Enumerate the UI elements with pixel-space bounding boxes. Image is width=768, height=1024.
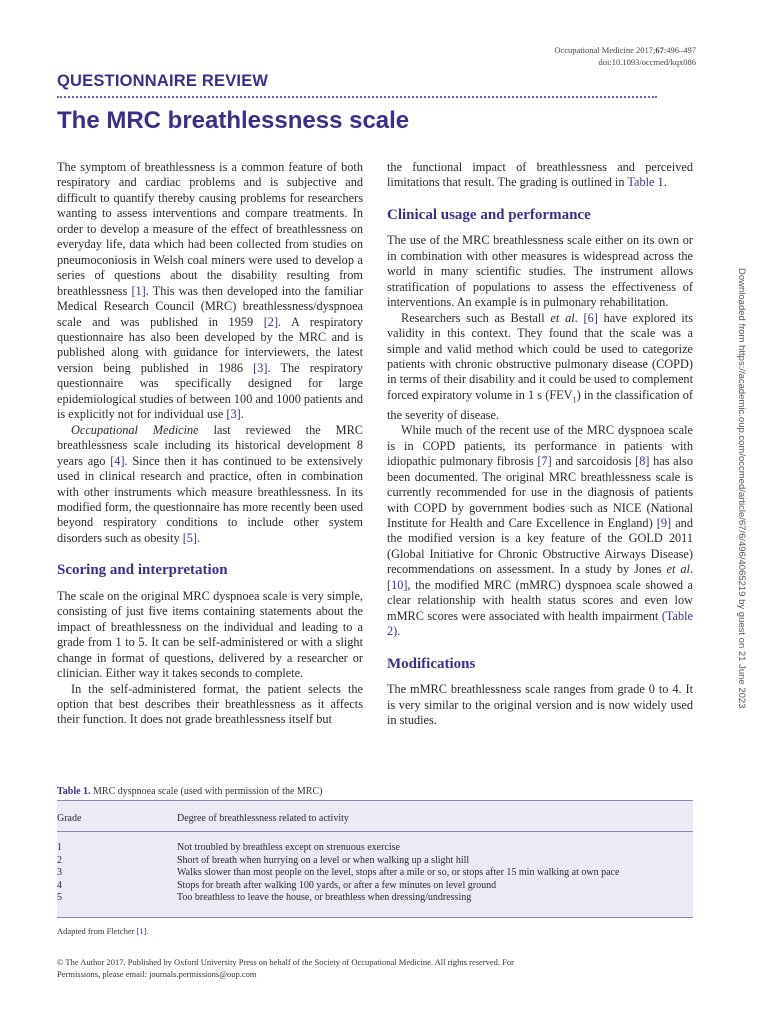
heading-modifications: Modifications bbox=[387, 655, 476, 672]
ref-link[interactable]: [9] bbox=[656, 515, 672, 530]
ref-link[interactable]: [2] bbox=[263, 314, 279, 329]
self-admin-paragraph: In the self-administered format, the patient selects the option that best describes their breathlessness as it affects their function. It does not grade breathlessness itself but bbox=[57, 681, 363, 727]
usage-paragraph: The use of the MRC breathlessness scale either on its own or in combination with other measures is widespread across the world in many scientific studies. The instrument allows stratification of populations to assess the effectiveness of interventions. An example is in pulmonary rehabilitation. bbox=[387, 233, 693, 310]
copyright-notice: © The Author 2017. Published by Oxford University Press on behalf of the Society of Occupational Medicine. All rights reserved. For Permissions, please email: journals.permissions@oup.com bbox=[57, 957, 514, 979]
table-header-row bbox=[57, 801, 693, 832]
heading-scoring: Scoring and interpretation bbox=[57, 562, 228, 579]
modifications-paragraph: The mMRC breathlessness scale ranges from grade 0 to 4. It is very similar to the original version and is now widely used in studies. bbox=[387, 682, 693, 727]
grading-paragraph: the functional impact of breathlessness and perceived limitations that result. The grading is outlined in Table 1. bbox=[387, 160, 693, 190]
ref-link[interactable]: [5] bbox=[182, 530, 198, 545]
journal-pages: :496–497 bbox=[663, 45, 696, 55]
section-label: QUESTIONNAIRE REVIEW bbox=[57, 72, 269, 90]
article-title: The MRC breathlessness scale bbox=[57, 107, 410, 134]
table-row: 4 Stops for breath after walking 100 yards, or after a few minutes on level ground bbox=[57, 879, 497, 891]
table-link[interactable]: Table 1 bbox=[627, 175, 664, 190]
table-row: 3 Walks slower than most people on the level, stops after a mile or so, or stops after 15 min walking at own pace bbox=[57, 867, 620, 879]
table-row: 2 Short of breath when hurrying on a level or when walking up a slight hill bbox=[57, 854, 470, 866]
heading-clinical: Clinical usage and performance bbox=[387, 206, 591, 223]
table-1 bbox=[57, 786, 693, 936]
ref-link[interactable]: [6] bbox=[583, 310, 598, 325]
intro-paragraph: The symptom of breathlessness is a common feature of both respiratory and cardiac problems and is subjective and difficult to quantify thereby causing problems for researchers wanting to assess interventions and compare treatments. In order to develop a measure of the effect of breathlessness on everyday life, data which had been collected from studies on pneumoconiosis in Welsh coal miners were used to develop a series of questions about the disability resulting from breathlessness [1]. This was then developed into the familiar Medical Research Council (MRC) breathlessness/dyspnoea scale and was published in 1959 [2]. A respiratory questionnaire has also been developed by the MRC and is published along with guidance for interviewers, the latest version being published in 1986 [3]. The respiratory questionnaire was specifically designed for large epidemiological studies of between 100 and 1000 patients and is explicitly not for individual use [3]. bbox=[57, 160, 363, 422]
ref-link[interactable]: [3] bbox=[226, 407, 241, 422]
citation bbox=[554, 44, 696, 68]
scoring-paragraph: The scale on the original MRC dyspnoea scale is very simple, consisting of just five items containing statements about the impact of breathlessness on the individual and leading to a grade from 1 to 5. It can be self-administered or with a slight change in format of questions, delivered by a researcher or clinician. Either way it takes seconds to complete. bbox=[57, 588, 363, 681]
ref-link[interactable]: [1] bbox=[131, 283, 146, 298]
journal-volume: 67 bbox=[655, 45, 664, 55]
dotted-divider bbox=[57, 96, 657, 98]
copd-paragraph: While much of the recent use of the MRC dyspnoea scale is in COPD patients, its performance in patients with idiopathic pulmonary fibrosis [7] and sarcoidosis [8] has also been documented. The original MRC breathlessness scale is currently recommended for use in the diagnosis of patients with COPD by government bodies such as NICE (National Institute for Health and Care Excellence in England) [9] and the modified version is a key feature of the GOLD 2011 (Global Initiative for Chronic Obstructive Airways Disease) recommendations on assessment. In a study by Jones et al. [10], the modified MRC (mMRC) dyspnoea scale showed a clear relationship with health status scores and even low mMRC scores were associated with health impairment (Table 2). bbox=[387, 423, 694, 639]
table-row: 5 Too breathless to leave the house, or breathless when dressing/undressing bbox=[57, 892, 472, 904]
ref-link[interactable]: [4] bbox=[110, 453, 125, 468]
table-row: 1 Not troubled by breathless except on strenuous exercise bbox=[57, 842, 400, 853]
ref-link[interactable]: [10] bbox=[387, 577, 408, 592]
header-degree: Degree of breathlessness related to activity bbox=[177, 813, 349, 824]
ref-link[interactable]: [3] bbox=[253, 360, 268, 375]
header-grade: Grade bbox=[57, 813, 82, 824]
right-column bbox=[387, 160, 693, 728]
bestall-paragraph: Researchers such as Bestall et al. [6] have explored its validity in this context. They found that the scale was a simple and valid method which could be used to categorize patients with chronic obstructive pulmonary disease (COPD) in terms of their disability and it could be used to complement forced expiratory volume in 1 s $(FEV_1)$ in the classification of the severity of disease. bbox=[387, 310, 694, 422]
download-notice: Downloaded from https://academic.oup.com/occmed/article/67/6/496/4065219 by guest on 21 June 2023 bbox=[736, 268, 747, 709]
review-paragraph: Occupational Medicine last reviewed the MRC breathlessness scale including its historical development 8 years ago [4]. Since then it has continued to be extensively used in clinical research and practice, often in combination with other instruments which measure breathlessness. In its modified form, the questionnaire has more recently been used beyond respiratory conditions to include other system disorders such as obesity [5]. bbox=[57, 422, 364, 545]
journal-name: Occupational Medicine 2017; bbox=[554, 45, 656, 55]
table-caption: Table 1. MRC dyspnoea scale (used with permission of the MRC) bbox=[57, 786, 323, 797]
table-link[interactable]: (Table 2) bbox=[387, 608, 693, 639]
ref-link[interactable]: [1] bbox=[136, 925, 147, 936]
left-column bbox=[57, 160, 363, 728]
table-body bbox=[57, 800, 693, 918]
download-sidebar bbox=[735, 268, 755, 768]
table-footnote: Adapted from Fletcher [1]. bbox=[57, 925, 149, 936]
ref-link[interactable]: [7] bbox=[537, 454, 552, 469]
doi[interactable]: doi:10.1093/occmed/kqx086 bbox=[598, 57, 696, 67]
ref-link[interactable]: [8] bbox=[635, 454, 650, 469]
